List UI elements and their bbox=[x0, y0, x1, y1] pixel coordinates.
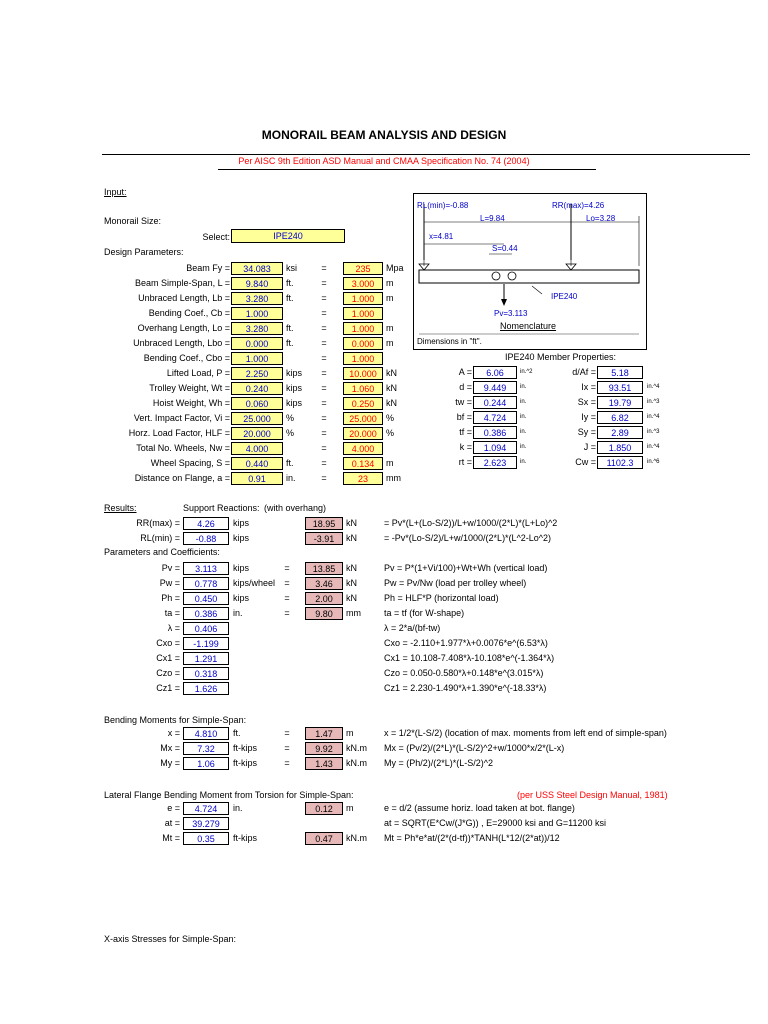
bending-equals: = bbox=[284, 728, 290, 738]
coef-value: 1.291 bbox=[183, 652, 229, 665]
prop-value: 6.82 bbox=[597, 411, 643, 424]
coef-si-unit: kN bbox=[346, 563, 357, 573]
support-reactions-heading: Support Reactions: bbox=[183, 503, 260, 513]
bending-value: 4.810 bbox=[183, 727, 229, 740]
param-value[interactable]: 3.280 bbox=[231, 292, 283, 305]
coef-label: Cxo = bbox=[156, 638, 180, 648]
prop-unit: in. bbox=[520, 384, 527, 390]
bending-unit: ft-kips bbox=[233, 743, 258, 753]
param-equals: = bbox=[321, 413, 327, 423]
coef-value: 0.318 bbox=[183, 667, 229, 680]
prop-value: 5.18 bbox=[597, 366, 643, 379]
param-equals: = bbox=[321, 383, 327, 393]
coef-label: ta = bbox=[164, 608, 180, 618]
prop-value: 19.79 bbox=[597, 396, 643, 409]
coef-label: Ph = bbox=[161, 593, 180, 603]
reaction-si-value: 18.95 bbox=[305, 517, 343, 530]
param-si-value: 1.000 bbox=[343, 352, 383, 365]
bending-equals: = bbox=[284, 743, 290, 753]
prop-unit: in.^3 bbox=[647, 399, 660, 405]
param-label: Beam Fy = bbox=[186, 263, 230, 273]
param-label: Unbraced Length, Lb = bbox=[138, 293, 230, 303]
param-value[interactable]: 1.000 bbox=[231, 307, 283, 320]
coef-value: 3.113 bbox=[183, 562, 229, 575]
param-value[interactable]: 0.000 bbox=[231, 337, 283, 350]
param-value[interactable]: 9.840 bbox=[231, 277, 283, 290]
param-si-value: 1.000 bbox=[343, 322, 383, 335]
coef-unit: in. bbox=[233, 608, 243, 618]
param-equals: = bbox=[321, 353, 327, 363]
prop-unit: in.^4 bbox=[647, 384, 660, 390]
diagram-s-label: S=0.44 bbox=[492, 244, 518, 253]
prop-unit: in.^2 bbox=[520, 369, 533, 375]
prop-label: k = bbox=[459, 442, 472, 452]
bending-label: Mx = bbox=[160, 743, 180, 753]
coef-formula: λ = 2*a/(bf-tw) bbox=[384, 623, 441, 633]
lateral-label: at = bbox=[164, 818, 180, 828]
coef-formula: Cz1 = 2.230-1.490*λ+1.390*e^(-18.33*λ) bbox=[384, 683, 547, 693]
bending-formula: x = 1/2*(L-S/2) (location of max. moments from left end of simple-span) bbox=[384, 728, 667, 738]
param-si-unit: kN bbox=[386, 368, 397, 378]
param-label: Unbraced Length, Lbo = bbox=[133, 338, 230, 348]
prop-label: Sy = bbox=[577, 427, 596, 437]
param-value[interactable]: 0.240 bbox=[231, 382, 283, 395]
reaction-unit: kips bbox=[233, 518, 250, 528]
reaction-label: RL(min) = bbox=[140, 533, 180, 543]
diagram-beam-label: IPE240 bbox=[551, 292, 578, 301]
param-si-value: 20.000 bbox=[343, 427, 383, 440]
diagram-dims-note: Dimensions in "ft". bbox=[417, 337, 482, 346]
diagram-l-label: L=9.84 bbox=[480, 214, 505, 223]
diagram-lo-label: Lo=3.28 bbox=[586, 214, 616, 223]
prop-label: d/Af = bbox=[572, 367, 596, 377]
prop-label: A = bbox=[458, 367, 472, 377]
lateral-si-unit: kN.m bbox=[346, 833, 367, 843]
param-equals: = bbox=[321, 458, 327, 468]
param-label: Total No. Wheels, Nw = bbox=[136, 443, 230, 453]
coef-label: Pv = bbox=[161, 563, 180, 573]
param-unit: % bbox=[286, 428, 295, 438]
param-label: Beam Simple-Span, L = bbox=[135, 278, 230, 288]
param-value[interactable]: 0.440 bbox=[231, 457, 283, 470]
param-unit: kips bbox=[286, 368, 303, 378]
param-value[interactable]: 34.083 bbox=[231, 262, 283, 275]
param-value[interactable]: 25.000 bbox=[231, 412, 283, 425]
param-si-unit: m bbox=[386, 278, 394, 288]
prop-value: 1102.3 bbox=[597, 456, 643, 469]
param-si-unit: % bbox=[386, 413, 395, 423]
param-equals: = bbox=[321, 428, 327, 438]
reaction-value: -0.88 bbox=[183, 532, 229, 545]
param-label: Wheel Spacing, S = bbox=[150, 458, 230, 468]
param-equals: = bbox=[321, 398, 327, 408]
param-value[interactable]: 0.060 bbox=[231, 397, 283, 410]
param-unit: ft. bbox=[286, 278, 294, 288]
prop-unit: in. bbox=[520, 414, 527, 420]
bending-formula: My = (Ph/2)/(2*L)*(L-S/2)^2 bbox=[384, 758, 494, 768]
prop-unit: in.^6 bbox=[647, 459, 660, 465]
coef-si-unit: kN bbox=[346, 578, 357, 588]
lateral-formula: at = SQRT(E*Cw/(J*G)) , E=29000 ksi and G=11200 ksi bbox=[384, 818, 607, 828]
param-unit: in. bbox=[286, 473, 296, 483]
param-equals: = bbox=[321, 368, 327, 378]
param-si-value: 0.000 bbox=[343, 337, 383, 350]
prop-value: 1.850 bbox=[597, 441, 643, 454]
prop-value: 6.06 bbox=[473, 366, 517, 379]
coef-formula: Pw = Pv/Nw (load per trolley wheel) bbox=[384, 578, 527, 588]
reaction-label: RR(max) = bbox=[136, 518, 180, 528]
param-si-value: 235 bbox=[343, 262, 383, 275]
bending-heading: Bending Moments for Simple-Span: bbox=[104, 715, 247, 725]
param-equals: = bbox=[321, 263, 327, 273]
param-equals: = bbox=[321, 473, 327, 483]
bending-label: My = bbox=[160, 758, 180, 768]
reaction-unit: kips bbox=[233, 533, 250, 543]
param-si-value: 10.000 bbox=[343, 367, 383, 380]
reaction-si-value: -3.91 bbox=[305, 532, 343, 545]
coef-formula: Czo = 0.050-0.580*λ+0.148*e^(3.015*λ) bbox=[384, 668, 544, 678]
prop-value: 2.623 bbox=[473, 456, 517, 469]
params-coef-heading: Parameters and Coefficients: bbox=[104, 547, 220, 557]
coef-equals: = bbox=[284, 578, 290, 588]
coef-formula: Ph = HLF*P (horizontal load) bbox=[384, 593, 499, 603]
member-props-heading: IPE240 Member Properties: bbox=[505, 352, 617, 362]
diagram-pv-label: Pv=3.113 bbox=[494, 309, 528, 318]
param-si-value: 1.000 bbox=[343, 292, 383, 305]
bending-unit: ft. bbox=[233, 728, 241, 738]
param-si-unit: m bbox=[386, 323, 394, 333]
reaction-si-unit: kN bbox=[346, 518, 357, 528]
results-heading: Results: bbox=[104, 503, 137, 513]
lateral-unit: ft-kips bbox=[233, 833, 258, 843]
param-label: Trolley Weight, Wt = bbox=[149, 383, 230, 393]
prop-unit: in. bbox=[520, 429, 527, 435]
nomenclature-diagram bbox=[413, 193, 647, 350]
lateral-value: 39.279 bbox=[183, 817, 229, 830]
lateral-reference: (per USS Steel Design Manual, 1981) bbox=[517, 790, 668, 800]
coef-equals: = bbox=[284, 608, 290, 618]
param-value[interactable]: 4.000 bbox=[231, 442, 283, 455]
prop-value: 0.244 bbox=[473, 396, 517, 409]
lateral-heading: Lateral Flange Bending Moment from Torsion for Simple-Span: bbox=[104, 790, 354, 800]
prop-label: d = bbox=[459, 382, 472, 392]
param-si-unit: mm bbox=[386, 473, 401, 483]
param-si-value: 4.000 bbox=[343, 442, 383, 455]
param-label: Overhang Length, Lo = bbox=[137, 323, 230, 333]
prop-label: tw = bbox=[455, 397, 472, 407]
input-heading: Input: bbox=[104, 187, 127, 197]
section-select[interactable]: IPE240 bbox=[231, 229, 345, 243]
param-label: Bending Coef., Cbo = bbox=[143, 353, 230, 363]
prop-unit: in.^3 bbox=[647, 429, 660, 435]
coef-value: 1.626 bbox=[183, 682, 229, 695]
param-label: Distance on Flange, a = bbox=[134, 473, 230, 483]
param-si-value: 1.000 bbox=[343, 307, 383, 320]
coef-si-unit: mm bbox=[346, 608, 361, 618]
lateral-label: e = bbox=[167, 803, 180, 813]
select-label: Select: bbox=[202, 232, 230, 242]
param-si-unit: % bbox=[386, 428, 395, 438]
xaxis-heading: X-axis Stresses for Simple-Span: bbox=[104, 934, 237, 944]
prop-value: 9.449 bbox=[473, 381, 517, 394]
param-equals: = bbox=[321, 443, 327, 453]
param-equals: = bbox=[321, 308, 327, 318]
bending-value: 1.06 bbox=[183, 757, 229, 770]
param-si-value: 25.000 bbox=[343, 412, 383, 425]
param-value[interactable]: 3.280 bbox=[231, 322, 283, 335]
page-title: MONORAIL BEAM ANALYSIS AND DESIGN bbox=[261, 128, 507, 142]
prop-label: rt = bbox=[458, 457, 472, 467]
bending-si-unit: m bbox=[346, 728, 354, 738]
coef-equals: = bbox=[284, 563, 290, 573]
monorail-size-heading: Monorail Size: bbox=[104, 216, 162, 226]
coef-si-value: 3.46 bbox=[305, 577, 343, 590]
prop-value: 4.724 bbox=[473, 411, 517, 424]
reaction-formula: = Pv*(L+(Lo-S/2))/L+w/1000/(2*L)*(L+Lo)^2 bbox=[384, 518, 558, 528]
lateral-si-value: 0.47 bbox=[305, 832, 343, 845]
coef-value: 0.386 bbox=[183, 607, 229, 620]
prop-label: Sx = bbox=[577, 397, 596, 407]
param-si-value: 23 bbox=[343, 472, 383, 485]
coef-equals: = bbox=[284, 593, 290, 603]
param-unit: kips bbox=[286, 383, 303, 393]
param-si-value: 0.250 bbox=[343, 397, 383, 410]
lateral-formula: Mt = Ph*e*at/(2*(d-tf))*TANH(L*12/(2*at))/12 bbox=[384, 833, 560, 843]
param-si-unit: m bbox=[386, 338, 394, 348]
lateral-formula: e = d/2 (assume horiz. load taken at bot. flange) bbox=[384, 803, 575, 813]
param-unit: kips bbox=[286, 398, 303, 408]
lateral-label: Mt = bbox=[162, 833, 180, 843]
lateral-value: 0.35 bbox=[183, 832, 229, 845]
prop-label: J = bbox=[583, 442, 596, 452]
param-si-unit: m bbox=[386, 293, 394, 303]
reaction-value: 4.26 bbox=[183, 517, 229, 530]
diagram-rr-label: RR(max)=4.26 bbox=[552, 201, 605, 210]
bending-si-value: 1.43 bbox=[305, 757, 343, 770]
prop-label: bf = bbox=[456, 412, 472, 422]
param-si-unit: m bbox=[386, 458, 394, 468]
coef-unit: kips/wheel bbox=[233, 578, 276, 588]
coef-formula: Cxo = -2.110+1.977*λ+0.0076*e^(6.53*λ) bbox=[384, 638, 548, 648]
prop-label: Cw = bbox=[575, 457, 596, 467]
param-label: Bending Coef., Cb = bbox=[148, 308, 230, 318]
prop-label: Iy = bbox=[581, 412, 596, 422]
reaction-formula: = -Pv*(Lo-S/2)/L+w/1000/(2*L)*(L^2-Lo^2) bbox=[384, 533, 552, 543]
param-label: Vert. Impact Factor, Vi = bbox=[133, 413, 230, 423]
design-params-heading: Design Parameters: bbox=[104, 247, 184, 257]
param-value[interactable]: 0.91 bbox=[231, 472, 283, 485]
coef-formula: ta = tf (for W-shape) bbox=[384, 608, 465, 618]
reaction-si-unit: kN bbox=[346, 533, 357, 543]
prop-unit: in. bbox=[520, 459, 527, 465]
param-equals: = bbox=[321, 278, 327, 288]
prop-value: 0.386 bbox=[473, 426, 517, 439]
param-si-unit: Mpa bbox=[386, 263, 404, 273]
param-equals: = bbox=[321, 323, 327, 333]
param-equals: = bbox=[321, 338, 327, 348]
bending-unit: ft-kips bbox=[233, 758, 258, 768]
coef-si-value: 13.85 bbox=[305, 562, 343, 575]
param-unit: ft. bbox=[286, 323, 294, 333]
coef-formula: Pv = P*(1+Vi/100)+Wt+Wh (vertical load) bbox=[384, 563, 548, 573]
prop-unit: in. bbox=[520, 444, 527, 450]
coef-label: Pw = bbox=[159, 578, 180, 588]
coef-label: Cx1 = bbox=[156, 653, 180, 663]
prop-value: 1.094 bbox=[473, 441, 517, 454]
prop-value: 93.51 bbox=[597, 381, 643, 394]
param-unit: ft. bbox=[286, 458, 294, 468]
param-label: Hoist Weight, Wh = bbox=[152, 398, 230, 408]
bending-value: 7.32 bbox=[183, 742, 229, 755]
prop-unit: in.^4 bbox=[647, 414, 660, 420]
page-subtitle: Per AISC 9th Edition ASD Manual and CMAA Specification No. 74 (2004) bbox=[238, 156, 530, 166]
lateral-unit: in. bbox=[233, 803, 243, 813]
param-si-unit: kN bbox=[386, 398, 397, 408]
param-equals: = bbox=[321, 293, 327, 303]
coef-formula: Cx1 = 10.108-7.408*λ-10.108*e^(-1.364*λ) bbox=[384, 653, 555, 663]
subtitle-rule bbox=[218, 169, 596, 170]
coef-value: 0.406 bbox=[183, 622, 229, 635]
coef-label: λ = bbox=[167, 623, 180, 633]
lateral-value: 4.724 bbox=[183, 802, 229, 815]
param-si-value: 3.000 bbox=[343, 277, 383, 290]
coef-si-unit: kN bbox=[346, 593, 357, 603]
bending-si-unit: kN.m bbox=[346, 758, 367, 768]
coef-label: Cz1 = bbox=[156, 683, 180, 693]
param-si-value: 1.060 bbox=[343, 382, 383, 395]
param-value[interactable]: 2.250 bbox=[231, 367, 283, 380]
coef-value: 0.778 bbox=[183, 577, 229, 590]
param-si-unit: kN bbox=[386, 383, 397, 393]
bending-label: x = bbox=[167, 728, 180, 738]
prop-label: Ix = bbox=[581, 382, 596, 392]
coef-unit: kips bbox=[233, 593, 250, 603]
with-overhang-note: (with overhang) bbox=[264, 503, 327, 513]
prop-value: 2.89 bbox=[597, 426, 643, 439]
prop-unit: in.^4 bbox=[647, 444, 660, 450]
coef-label: Czo = bbox=[156, 668, 180, 678]
param-unit: ksi bbox=[286, 263, 297, 273]
lateral-si-unit: m bbox=[346, 803, 354, 813]
param-value[interactable]: 20.000 bbox=[231, 427, 283, 440]
param-value[interactable]: 1.000 bbox=[231, 352, 283, 365]
coef-value: -1.199 bbox=[183, 637, 229, 650]
bending-si-unit: kN.m bbox=[346, 743, 367, 753]
bending-si-value: 1.47 bbox=[305, 727, 343, 740]
bending-formula: Mx = (Pv/2)/(2*L)*(L-S/2)^2+w/1000*x/2*(L-x) bbox=[384, 743, 565, 753]
param-si-value: 0.134 bbox=[343, 457, 383, 470]
lateral-si-value: 0.12 bbox=[305, 802, 343, 815]
coef-si-value: 2.00 bbox=[305, 592, 343, 605]
bending-equals: = bbox=[284, 758, 290, 768]
param-unit: ft. bbox=[286, 293, 294, 303]
param-unit: ft. bbox=[286, 338, 294, 348]
param-label: Horz. Load Factor, HLF = bbox=[128, 428, 230, 438]
bending-si-value: 9.92 bbox=[305, 742, 343, 755]
param-unit: % bbox=[286, 413, 295, 423]
prop-label: tf = bbox=[459, 427, 472, 437]
diagram-rl-label: RL(min)=-0.88 bbox=[417, 201, 469, 210]
diagram-x-label: x=4.81 bbox=[429, 232, 454, 241]
param-label: Lifted Load, P = bbox=[166, 368, 230, 378]
diagram-nomenclature: Nomenclature bbox=[500, 321, 557, 331]
coef-si-value: 9.80 bbox=[305, 607, 343, 620]
coef-value: 0.450 bbox=[183, 592, 229, 605]
prop-unit: in. bbox=[520, 399, 527, 405]
coef-unit: kips bbox=[233, 563, 250, 573]
